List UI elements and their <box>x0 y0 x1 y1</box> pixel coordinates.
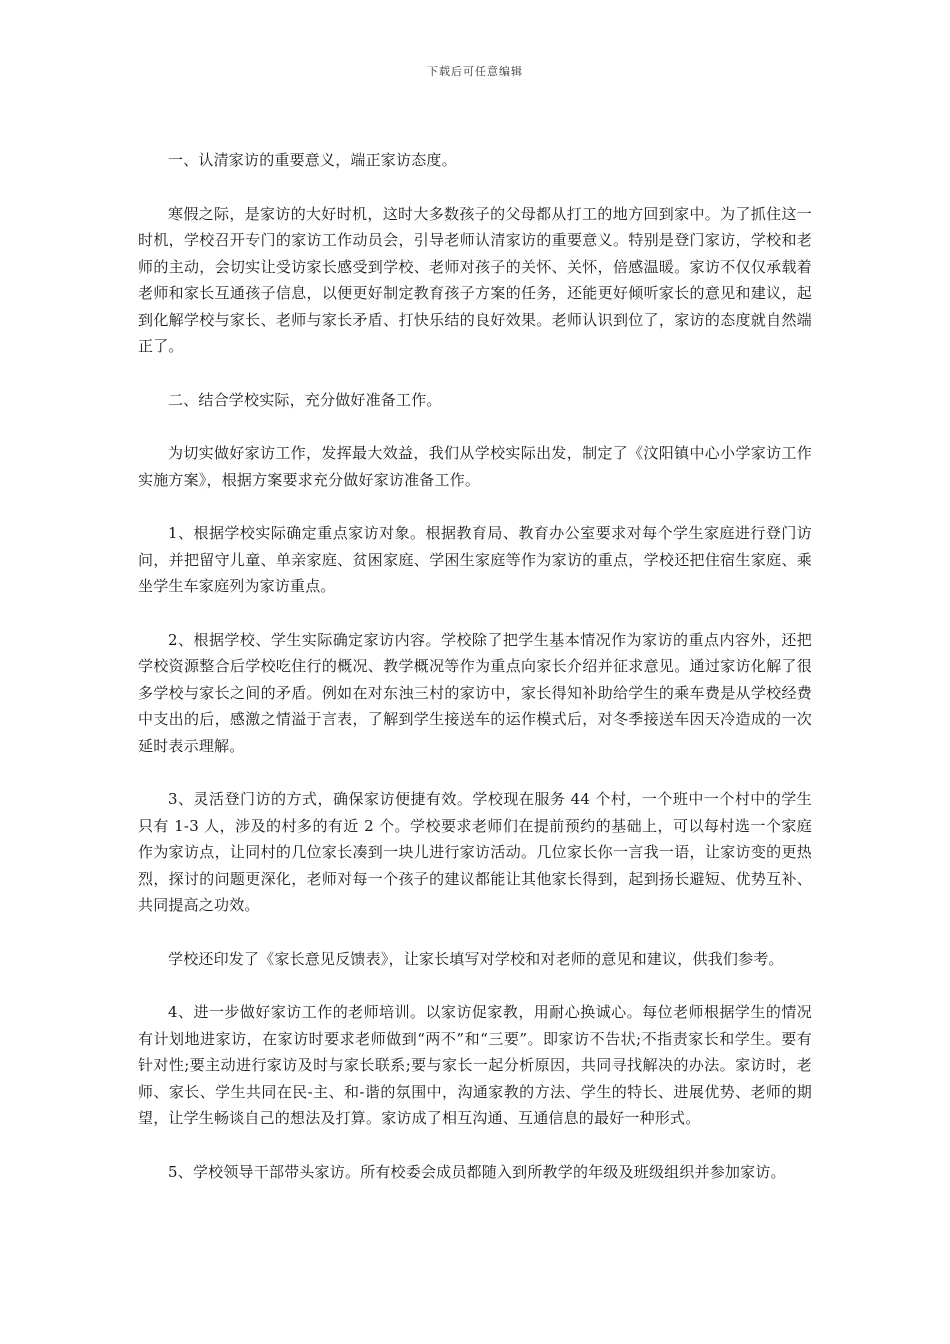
section-heading-1: 一、认清家访的重要意义，端正家访态度。 <box>168 151 457 169</box>
body-paragraph: 学校还印发了《家长意见反馈表》，让家长填写对学校和对老师的意见和建议，供我们参考。 <box>168 949 784 968</box>
list-item-4: 4、进一步做好家访工作的老师培训。以家访促家教，用耐心换诚心。每位老师根据学生的情况有计划地进家访，在家访时要求老师做到“两不”和“三要”。即家访不告状;不指责家长和学生。要有针对性;要主动进行家访及时与家长联系;要与家长一起分析原因，共同寻找解决的办法。家访时，老师、家长、学生共同在民-主、和-谐的氛围中，沟通家教的方法、学生的特长、进展优势、老师的期望，让学生畅谈自己的想法及打算。家访成了相互沟通、互通信息的最好一种形式。 <box>138 1003 812 1127</box>
list-item-2: 2、根据学校、学生实际确定家访内容。学校除了把学生基本情况作为家访的重点内容外，还把学校资源整合后学校吃住行的概况、教学概况等作为重点向家长介绍并征求意见。通过家访化解了很多学校与家长之间的矛盾。例如在对东浊三村的家访中，家长得知补助给学生的乘车费是从学校经费中支出的后，感激之情溢于言表，了解到学生接送车的运作模式后，对冬季接送车因天冷造成的一次延时表示理解。 <box>138 630 812 755</box>
page-header-note: 下载后可任意编辑 <box>427 65 523 78</box>
body-paragraph: 寒假之际，是家访的大好时机，这时大多数孩子的父母都从打工的地方回到家中。为了抓住这一时机，学校召开专门的家访工作动员会，引导老师认清家访的重要意义。特别是登门家访，学校和老师的主动，会切实让受访家长感受到学校、老师对孩子的关怀、关怀，倍感温暖。家访不仅仅承载着老师和家长互通孩子信息，以便更好制定教育孩子方案的任务，还能更好倾听家长的意见和建议，起到化解学校与家长、老师与家长矛盾、打快乐结的良好效果。老师认识到位了，家访的态度就自然端正了。 <box>138 204 812 355</box>
list-item-3: 3、灵活登门访的方式，确保家访便捷有效。学校现在服务 44 个村，一个班中一个村中的学生只有 1-3 人，涉及的村多的有近 2 个。学校要求老师们在提前预约的基础上，可以每村选一个家庭作为家访点，让同村的几位家长凑到一块儿进行家访活动。几位家长你一言我一语，让家访变的更热烈，探讨的问题更深化，老师对每一个孩子的建议都能让其他家长得到，起到扬长避短、优势互补、共同提高之功效。 <box>138 790 812 914</box>
list-item-5: 5、学校领导干部带头家访。所有校委会成员都随入到所教学的年级及班级组织并参加家访。 <box>168 1162 786 1181</box>
section-heading-2: 二、结合学校实际，充分做好准备工作。 <box>168 390 442 409</box>
list-item-1: 1、根据学校实际确定重点家访对象。根据教育局、教育办公室要求对每个学生家庭进行登门访问，并把留守儿童、单亲家庭、贫困家庭、学困生家庭等作为家访的重点，学校还把住宿生家庭、乘坐学生车家庭列为家访重点。 <box>138 524 812 595</box>
body-paragraph: 为切实做好家访工作，发挥最大效益，我们从学校实际出发，制定了《汶阳镇中心小学家访工作实施方案》，根据方案要求充分做好家访准备工作。 <box>138 444 812 489</box>
document-body <box>138 147 812 1212</box>
